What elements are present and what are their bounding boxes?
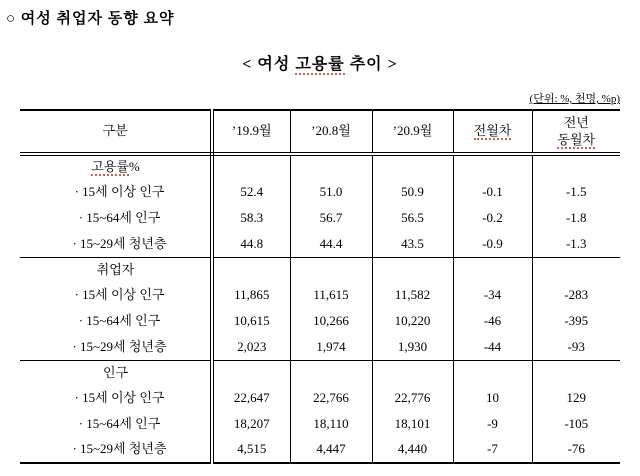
table-row	[20, 411, 620, 437]
table-title-suffix: 추이 >	[344, 56, 398, 73]
row-label: · 15세 이상 인구	[20, 179, 212, 205]
empty-cell	[372, 360, 453, 385]
value-cell: -1.8	[532, 205, 620, 231]
value-cell: -76	[532, 437, 620, 463]
value-cell: 11,615	[290, 282, 372, 308]
value-cell: 4,447	[290, 437, 372, 463]
value-cell: 4,440	[372, 437, 453, 463]
value-cell: 2,023	[212, 334, 290, 360]
value-cell: -44	[453, 334, 532, 360]
row-label: · 15~29세 청년층	[20, 231, 212, 257]
value-cell: 1,974	[290, 334, 372, 360]
header-mom-diff: 전월차	[453, 110, 532, 154]
value-cell: 18,207	[212, 411, 290, 437]
header-yoy-diff: 전년 동월차	[532, 110, 620, 154]
value-cell: -1.3	[532, 231, 620, 257]
value-cell: -7	[453, 437, 532, 463]
section-row-population	[20, 360, 620, 385]
value-cell: -0.1	[453, 179, 532, 205]
row-label: · 15세 이상 인구	[20, 282, 212, 308]
section-row-employed	[20, 257, 620, 282]
table-title-highlight: 고용률	[295, 56, 345, 73]
value-cell: 1,930	[372, 334, 453, 360]
value-cell: 18,101	[372, 411, 453, 437]
unit-note: (단위: %, 천명, %p)	[529, 93, 620, 105]
value-cell: 44.4	[290, 231, 372, 257]
table-row	[20, 385, 620, 411]
empty-cell	[532, 257, 620, 282]
page-title: ○ 여성 취업자 동향 요약	[6, 11, 175, 27]
value-cell: 10,220	[372, 308, 453, 334]
value-cell: 50.9	[372, 179, 453, 205]
value-cell: 56.7	[290, 205, 372, 231]
table-row	[20, 308, 620, 334]
table-row	[20, 231, 620, 257]
value-cell: -395	[532, 308, 620, 334]
empty-cell	[290, 154, 372, 179]
value-cell: -0.2	[453, 205, 532, 231]
table-row	[20, 179, 620, 205]
row-label: · 15세 이상 인구	[20, 385, 212, 411]
empty-cell	[372, 257, 453, 282]
statistics-table	[20, 109, 620, 464]
table-row	[20, 334, 620, 360]
section-label: 취업자	[20, 257, 212, 282]
document-page	[0, 7, 640, 464]
value-cell: 44.8	[212, 231, 290, 257]
empty-cell	[532, 154, 620, 179]
table-title-prefix: < 여성	[242, 56, 296, 73]
row-label: · 15~29세 청년층	[20, 334, 212, 360]
value-cell: -9	[453, 411, 532, 437]
empty-cell	[212, 154, 290, 179]
value-cell: 11,865	[212, 282, 290, 308]
empty-cell	[453, 360, 532, 385]
empty-cell	[372, 154, 453, 179]
value-cell: -93	[532, 334, 620, 360]
empty-cell	[532, 360, 620, 385]
value-cell: -0.9	[453, 231, 532, 257]
header-month-sep20: ’20.9월	[372, 110, 453, 154]
value-cell: 129	[532, 385, 620, 411]
value-cell: 18,110	[290, 411, 372, 437]
value-cell: -283	[532, 282, 620, 308]
value-cell: -105	[532, 411, 620, 437]
value-cell: 22,647	[212, 385, 290, 411]
row-label: · 15~64세 인구	[20, 411, 212, 437]
table-header-row	[20, 110, 620, 154]
table-title	[0, 51, 640, 74]
value-cell: 58.3	[212, 205, 290, 231]
value-cell: 10,615	[212, 308, 290, 334]
header-month-sep19: ’19.9월	[212, 110, 290, 154]
table-row	[20, 437, 620, 463]
value-cell: 43.5	[372, 231, 453, 257]
empty-cell	[453, 257, 532, 282]
value-cell: 52.4	[212, 179, 290, 205]
empty-cell	[212, 360, 290, 385]
value-cell: 10,266	[290, 308, 372, 334]
empty-cell	[453, 154, 532, 179]
value-cell: 10	[453, 385, 532, 411]
value-cell: 11,582	[372, 282, 453, 308]
table-row	[20, 205, 620, 231]
row-label: · 15~64세 인구	[20, 308, 212, 334]
value-cell: 4,515	[212, 437, 290, 463]
row-label: · 15~29세 청년층	[20, 437, 212, 463]
value-cell: -1.5	[532, 179, 620, 205]
section-label: 인구	[20, 360, 212, 385]
empty-cell	[290, 257, 372, 282]
row-label: · 15~64세 인구	[20, 205, 212, 231]
empty-cell	[290, 360, 372, 385]
value-cell: 22,766	[290, 385, 372, 411]
section-label: 고용률%	[20, 154, 212, 179]
value-cell: -34	[453, 282, 532, 308]
empty-cell	[212, 257, 290, 282]
header-category: 구분	[20, 110, 212, 154]
value-cell: 56.5	[372, 205, 453, 231]
header-month-aug20: ’20.8월	[290, 110, 372, 154]
section-row-employment-rate	[20, 154, 620, 179]
table-row	[20, 282, 620, 308]
value-cell: -46	[453, 308, 532, 334]
value-cell: 51.0	[290, 179, 372, 205]
value-cell: 22,776	[372, 385, 453, 411]
